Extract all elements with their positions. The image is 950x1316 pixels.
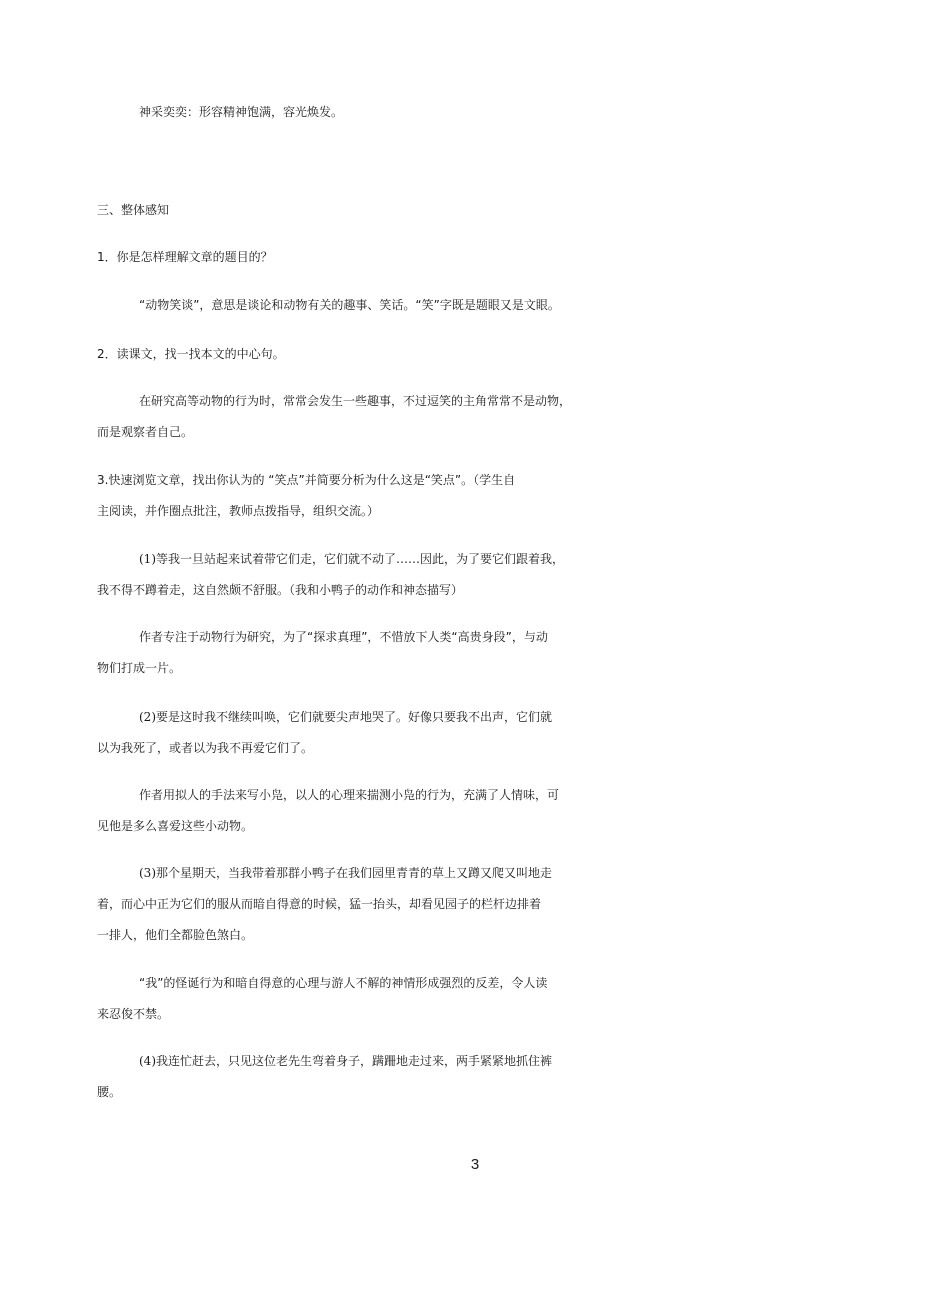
quote-3-line-1: (3)那个星期天，当我带着那群小鸭子在我们园里青青的草上又蹲又爬又叫地走 — [139, 866, 553, 880]
analysis-1-line-1: 作者专注于动物行为研究，为了“探求真理”，不惜放下人类“高贵身段”，与动 — [139, 630, 548, 644]
quote-2-line-1: (2)要是这时我不继续叫唤，它们就要尖声地哭了。好像只要我不出声，它们就 — [139, 710, 553, 724]
analysis-3-line-2: 来忍俊不禁。 — [97, 1007, 170, 1021]
vocab-definition-line: 神采奕奕：形容精神饱满，容光焕发。 — [139, 105, 344, 119]
answer-1: “动物笑谈”，意思是谈论和动物有关的趣事、笑话。“笑”字既是题眼又是文眼。 — [139, 298, 560, 312]
analysis-2-line-1: 作者用拟人的手法来写小凫，以人的心理来揣测小凫的行为，充满了人情味，可 — [139, 788, 560, 802]
quote-1-line-2: 我不得不蹲着走，这自然颇不舒服。（我和小鸭子的动作和神态描写） — [97, 583, 464, 597]
question-3-line-1: 3.快速浏览文章，找出你认为的 “笑点”并简要分析为什么这是“笑点”。（学生自 — [97, 473, 516, 487]
analysis-3-line-1: “我”的怪诞行为和暗自得意的心理与游人不解的神情形成强烈的反差，令人读 — [139, 976, 548, 990]
analysis-1-line-2: 物们打成一片。 — [97, 661, 182, 675]
quote-1-line-1: (1)等我一旦站起来试着带它们走，它们就不动了……因此，为了要它们跟着我， — [139, 552, 565, 566]
question-3-line-2: 主阅读，并作圈点批注，教师点拨指导，组织交流。） — [97, 504, 380, 518]
section-heading: 三、整体感知 — [97, 203, 170, 217]
page-number: 3 — [470, 1156, 480, 1173]
quote-3-line-3: 一排人，他们全都脸色煞白。 — [97, 928, 254, 942]
question-2: 2．读课文，找一找本文的中心句。 — [97, 347, 285, 361]
quote-4-line-1: (4)我连忙赶去，只见这位老先生弯着身子，蹒跚地走过来，两手紧紧地抓住裤 — [139, 1054, 553, 1068]
analysis-2-line-2: 见他是多么喜爱这些小动物。 — [97, 819, 254, 833]
quote-4-line-2: 腰。 — [97, 1085, 122, 1099]
answer-2-line-1: 在研究高等动物的行为时，常常会发生一些趣事，不过逗笑的主角常常不是动物， — [139, 394, 572, 408]
question-1: 1．你是怎样理解文章的题目的？ — [97, 250, 273, 264]
quote-2-line-2: 以为我死了，或者以为我不再爱它们了。 — [97, 741, 314, 755]
quote-3-line-2: 着，而心中正为它们的服从而暗自得意的时候，猛一抬头，却看见园子的栏杆边排着 — [97, 897, 542, 911]
answer-2-line-2: 而是观察者自己。 — [97, 425, 194, 439]
